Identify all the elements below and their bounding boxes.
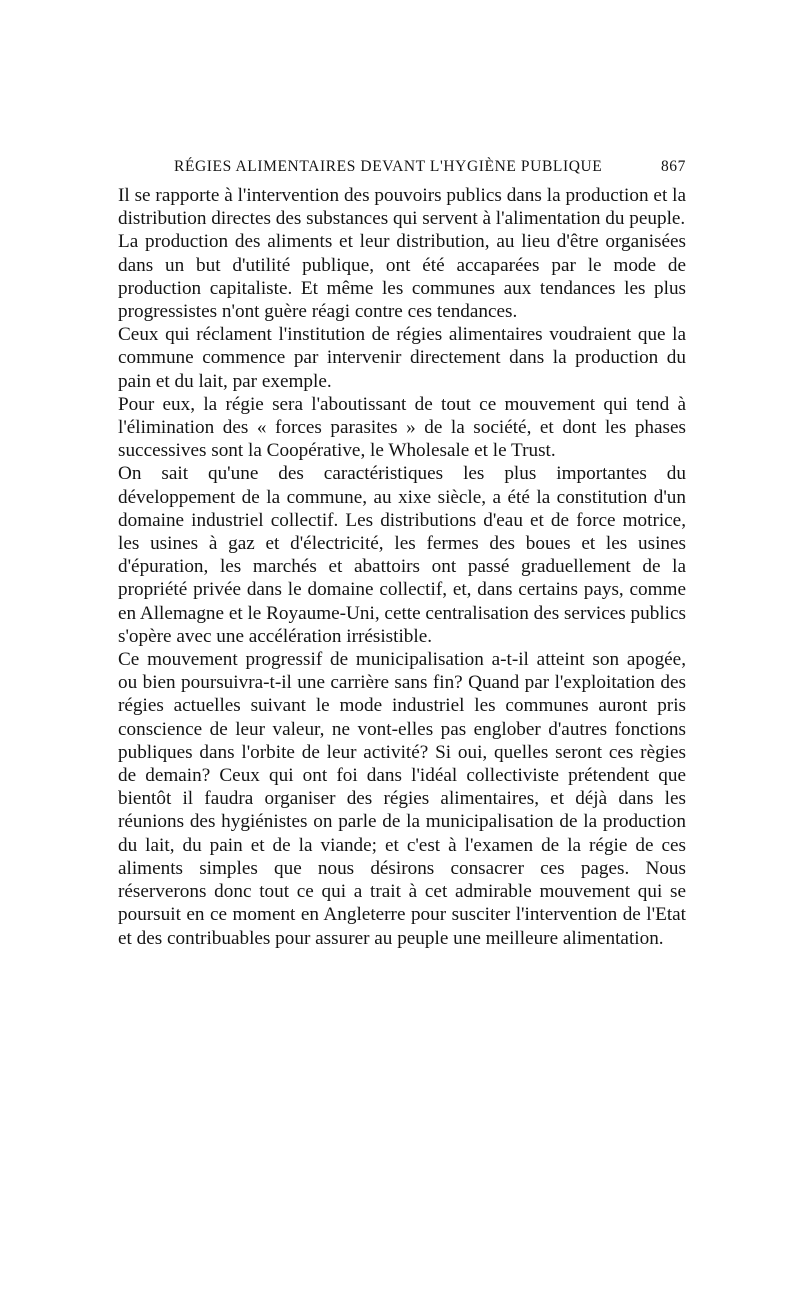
paragraph: Ceux qui réclament l'institution de régies alimentaires voudraient que la commune commence par intervenir directement dans la production du pain et du lait, par exemple. xyxy=(118,324,686,392)
page-number: 867 xyxy=(660,158,686,175)
body-text xyxy=(118,184,686,950)
paragraph: Ce mouvement progressif de municipalisation a-t-il atteint son apogée, ou bien poursuivra-t-il une carrière sans fin? Quand par l'exploitation des régies actuelles suivant le mode industriel les communes auront pris conscience de leur valeur, ne vont-elles pas englober d'autres fonctions publiques dans l'orbite de leur activité? Si oui, quelles seront ces règies de demain? Ceux qui ont foi dans l'idéal collectiviste prétendent que bientôt il faudra organiser des régies alimentaires, et déjà dans les réunions des hygiénistes on parle de la municipalisation de la production du lait, du pain et de la viande; et c'est à l'examen de la régie de ces aliments simples que nous désirons consacrer ces pages. Nous réserverons donc tout ce qui a trait à cet admirable mouvement qui se poursuit en ce moment en Angleterre pour susciter l'intervention de l'Etat et des contribuables pour assurer au peuple une meilleure alimentation. xyxy=(118,649,686,949)
running-title: RÉGIES ALIMENTAIRES DEVANT L'HYGIÈNE PUBLIQUE xyxy=(174,158,603,175)
paragraph: On sait qu'une des caractéristiques les plus importantes du développement de la commune, au xixe siècle, a été la constitution d'un domaine industriel collectif. Les distributions d'eau et de force motrice, les usines à gaz et d'électricité, les fermes des boues et les usines d'épuration, les marchés et abattoirs ont passé graduellement de la propriété privée dans le domaine collectif, et, dans certains pays, comme en Allemagne et le Royaume-Uni, cette centralisation des services publics s'opère avec une accélération irrésistible. xyxy=(118,463,686,647)
paragraph: Pour eux, la régie sera l'aboutissant de tout ce mouvement qui tend à l'élimination des « forces parasites » de la société, et dont les phases successives sont la Coopérative, le Wholesale et le Trust. xyxy=(118,393,686,462)
running-header xyxy=(118,152,686,178)
book-page xyxy=(118,152,686,950)
paragraph: La production des aliments et leur distribution, au lieu d'être organisées dans un but d'utilité publique, ont été accaparées par le mode de production capitaliste. Et même les communes aux tendances les plus progressistes n'ont guère réagi contre ces tendances. xyxy=(118,231,686,323)
paragraph: Il se rapporte à l'intervention des pouvoirs publics dans la production et la distribution directes des substances qui servent à l'alimentation du peuple. xyxy=(118,185,686,230)
